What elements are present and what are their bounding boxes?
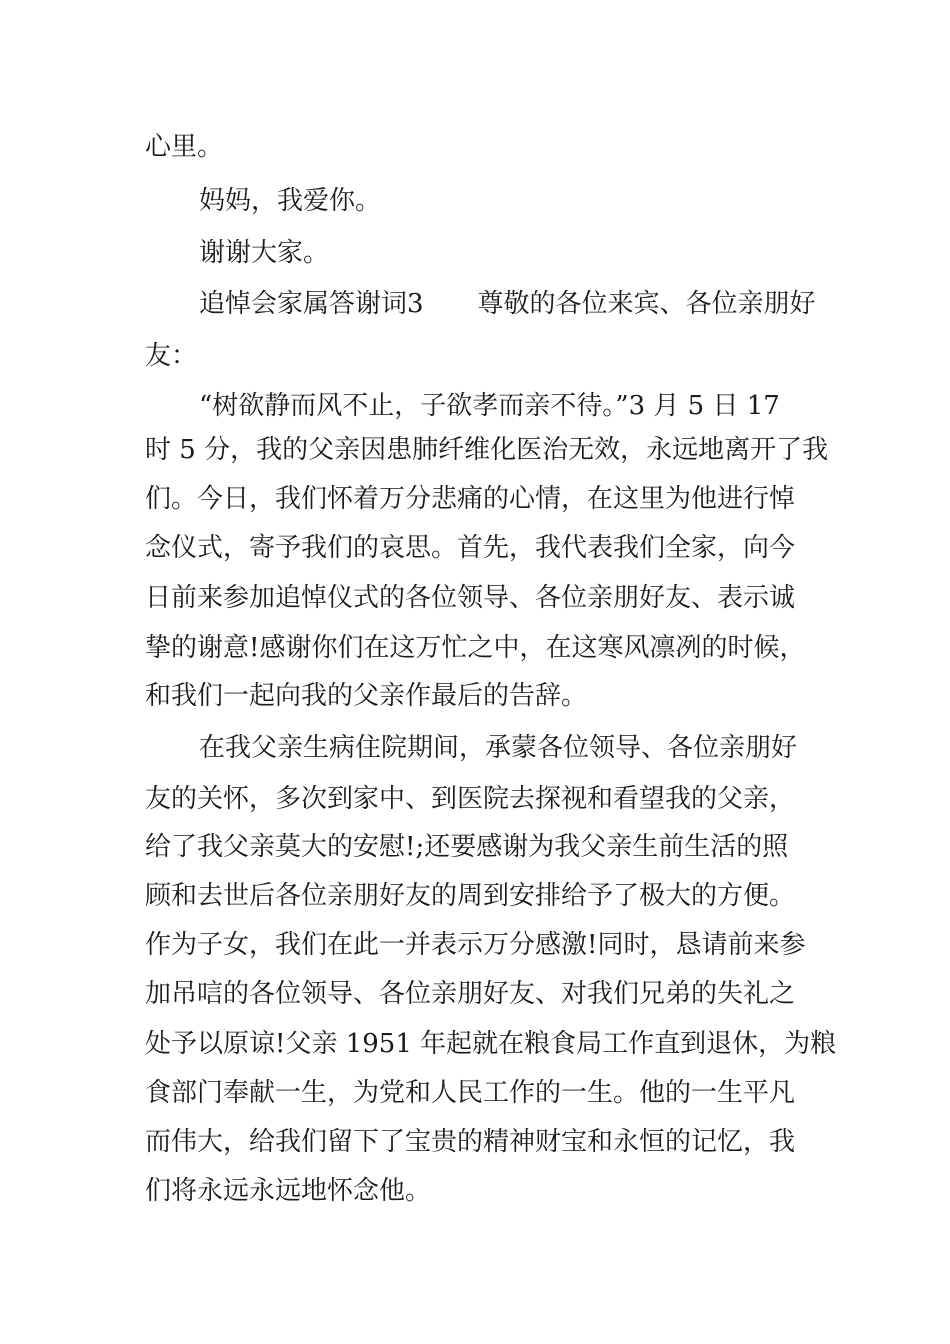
- text-line: 在我父亲生病住院期间，承蒙各位领导、各位亲朋好: [199, 733, 798, 763]
- salutation: 尊敬的各位来宾、各位亲朋好: [477, 289, 816, 319]
- text-line: 们将永远永远地怀念他。: [145, 1176, 432, 1206]
- text-line: 念仪式，寄予我们的哀思。首先，我代表我们全家，向今: [145, 533, 796, 563]
- text-line: 加吊唁的各位领导、各位亲朋好友、对我们兄弟的失礼之: [145, 979, 796, 1009]
- text-line: 食部门奉献一生，为党和人民工作的一生。他的一生平凡: [145, 1078, 796, 1108]
- text-line: 妈妈，我爱你。: [199, 186, 382, 216]
- text-line: 处予以原谅!父亲 1951 年起就在粮食局工作直到退休，为粮: [145, 1029, 837, 1059]
- text-line: 和我们一起向我的父亲作最后的告辞。: [145, 681, 588, 711]
- text-line: 友的关怀，多次到家中、到医院去探视和看望我的父亲，: [145, 784, 796, 814]
- text-line: 而伟大，给我们留下了宝贵的精神财宝和永恒的记忆，我: [145, 1127, 796, 1157]
- text-line: 挚的谢意!感谢你们在这万忙之中，在这寒风凛冽的时候，: [145, 633, 806, 663]
- text-line: 顾和去世后各位亲朋好友的周到安排给予了极大的方便。: [145, 881, 796, 911]
- text-line: 友：: [145, 341, 198, 371]
- text-line: “树欲静而风不止，子欲孝而亲不待。”3 月 5 日 17: [199, 391, 780, 421]
- text-line: 作为子女，我们在此一并表示万分感激!同时，恳请前来参: [145, 930, 806, 960]
- heading-title: 追悼会家属答谢词3: [199, 289, 424, 319]
- text-line: 谢谢大家。: [199, 238, 330, 268]
- text-line: 日前来参加追悼仪式的各位领导、各位亲朋好友、表示诚: [145, 583, 796, 613]
- text-line: 给了我父亲莫大的安慰!;还要感谢为我父亲生前生活的照: [145, 832, 789, 862]
- text-line: 们。今日，我们怀着万分悲痛的心情，在这里为他进行悼: [145, 484, 796, 514]
- text-line: 时 5 分，我的父亲因患肺纤维化医治无效，永远地离开了我: [145, 435, 829, 465]
- section-heading: [199, 288, 816, 320]
- text-line: 心里。: [145, 132, 224, 162]
